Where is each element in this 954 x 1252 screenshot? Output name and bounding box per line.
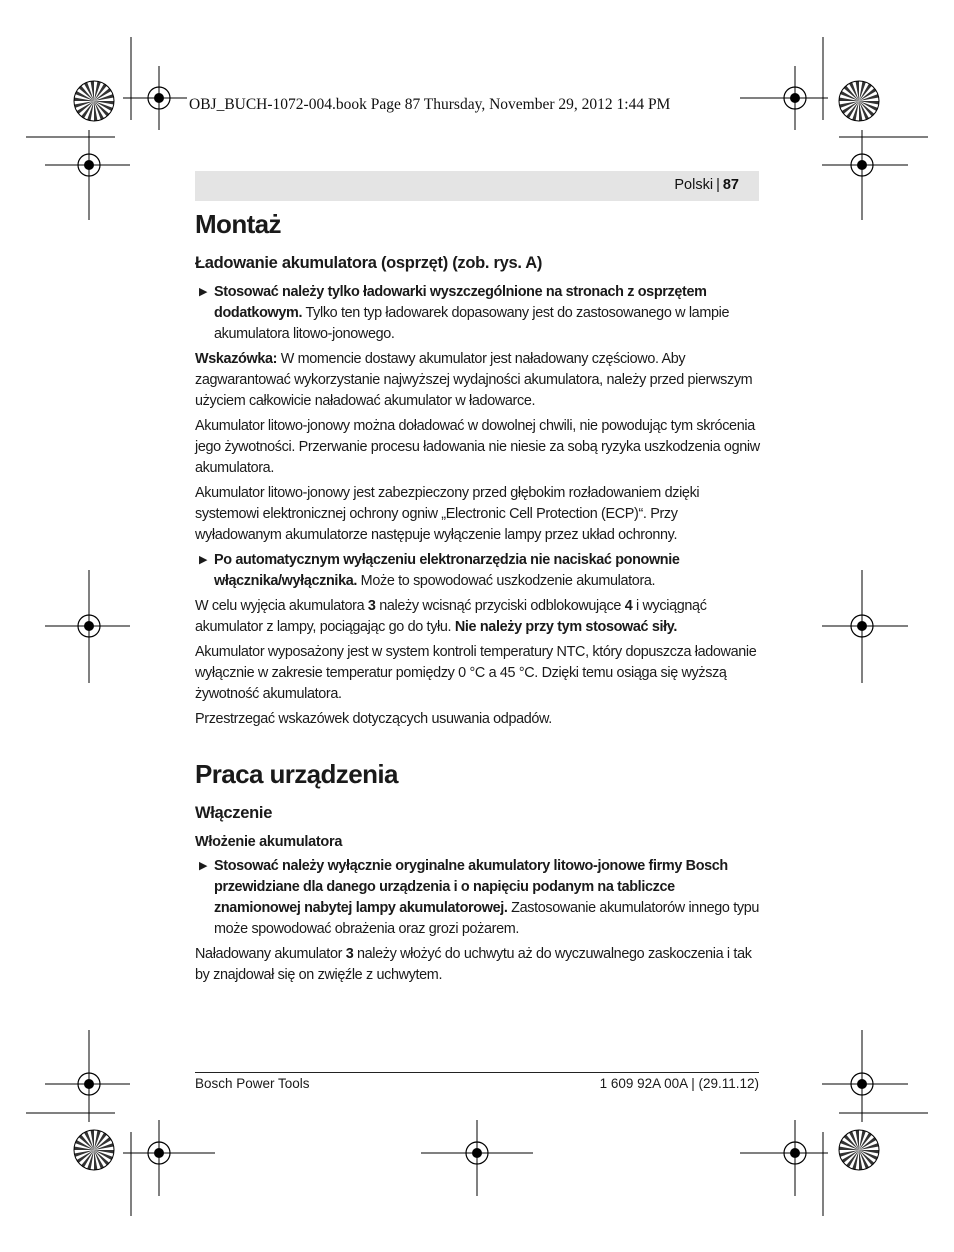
warning-bold-text: Stosować należy tylko ładowarki wyszczególnione na stronach z osprzętem dodatkowym.	[214, 284, 707, 321]
slug-line: OBJ_BUCH-1072-004.book Page 87 Thursday, November 29, 2012 1:44 PM	[189, 96, 671, 113]
warning-bold-text: Stosować należy wyłącznie oryginalne akumulatory litowo-jonowe firmy Bosch przewidziane dla danego urządzenia i o napięciu podanym na tabliczce znamionowej nabytej lampy akumulatorowej.	[214, 858, 728, 916]
bullet-triangle-icon: ▶	[199, 554, 208, 566]
ref-number: 3	[345, 946, 354, 962]
section-title-operation: Praca urządzenia	[195, 759, 398, 789]
warning-text: Może to spowodować uszkodzenie akumulatora.	[357, 573, 656, 589]
footer-brand: Bosch Power Tools	[195, 1076, 310, 1091]
warning-bold-text: Po automatycznym wyłączeniu elektronarzędzia nie naciskać ponownie włącznika/wyłącznika.	[214, 552, 680, 589]
warning-text: Tylko ten typ ładowarek dopasowany jest do zastosowanego w lampie akumulatora litowo-jonowego.	[214, 305, 730, 342]
note-paragraph	[195, 349, 761, 412]
text-run: W celu wyjęcia akumulatora	[195, 598, 368, 614]
ref-number: 3	[367, 598, 376, 614]
star-target-icon	[839, 1130, 879, 1170]
warning-bullet	[195, 856, 761, 940]
page-number: 87	[722, 177, 739, 193]
subsection-title-switching-on: Włączenie	[195, 804, 273, 822]
warning-text: Zastosowanie akumulatorów innego typu może spowodować obrażenia oraz grozi pożarem.	[214, 900, 760, 937]
text-run: Naładowany akumulator	[195, 946, 346, 962]
section-title-montaz: Montaż	[195, 209, 281, 239]
text-run: należy włożyć do uchwytu aż do wyczuwalnego zaskoczenia i tak by znajdował się on zwięźle z uchwytem.	[195, 946, 752, 983]
note-label: Wskazówka:	[195, 351, 278, 367]
text-run: należy wcisnąć przyciski odblokowujące	[375, 598, 625, 614]
ref-number: 4	[624, 598, 633, 614]
paragraph: Akumulator litowo-jonowy jest zabezpieczony przed głębokim rozładowaniem dzięki systemowi elektronicznej ochrony ogniw „Electronic Cell Protection (ECP)“. Przy wyładowanym akumulatorze następuje wyłączenie lampy przez układ ochronny.	[195, 485, 700, 543]
paragraph: Akumulator wyposażony jest w system kontroli temperatury NTC, który dopuszcza ładowanie wyłącznie w zakresie temperatur pomiędzy 0 °C a 45 °C. Dzięki temu osiąga się wyższą żywotność akumulatora.	[195, 644, 757, 702]
header-text	[674, 177, 739, 193]
header-language: Polski	[674, 177, 714, 193]
subsubsection-title-insert-battery: Włożenie akumulatora	[195, 834, 343, 850]
text-run: i wyciągnąć akumulator z lampy, pociągając go do tyłu.	[195, 598, 707, 635]
footer-doc-number: 1 609 92A 00A | (29.11.12)	[599, 1076, 759, 1091]
star-target-icon	[74, 81, 114, 121]
bullet-triangle-icon: ▶	[199, 860, 208, 872]
star-target-icon	[74, 1130, 114, 1170]
paragraph	[195, 944, 761, 986]
header-separator: |	[716, 177, 720, 193]
warning-bullet	[195, 282, 761, 345]
bold-run: Nie należy przy tym stosować siły.	[454, 619, 678, 635]
paragraph: Przestrzegać wskazówek dotyczących usuwania odpadów.	[195, 711, 552, 727]
warning-bullet	[195, 550, 761, 592]
paragraph: Akumulator litowo-jonowy można doładować w dowolnej chwili, nie powodując tym skrócenia jego żywotności. Przerwanie procesu ładowania nie niesie za sobą ryzyka uszkodzenia ogniw akumulatora.	[195, 418, 760, 476]
page-content	[195, 208, 761, 990]
bullet-triangle-icon: ▶	[199, 286, 208, 298]
paragraph	[195, 596, 761, 638]
footer-rule	[195, 1072, 759, 1073]
note-text: W momencie dostawy akumulator jest naładowany częściowo. Aby zagwarantować wykorzystanie najwyższej wydajności akumulatora, należy przed pierwszym użyciem całkowicie naładować akumulator w ładowarce.	[195, 351, 753, 409]
subsection-title-charging: Ładowanie akumulatora (osprzęt) (zob. rys. A)	[195, 254, 543, 272]
running-header	[195, 171, 759, 201]
star-target-icon	[839, 81, 879, 121]
